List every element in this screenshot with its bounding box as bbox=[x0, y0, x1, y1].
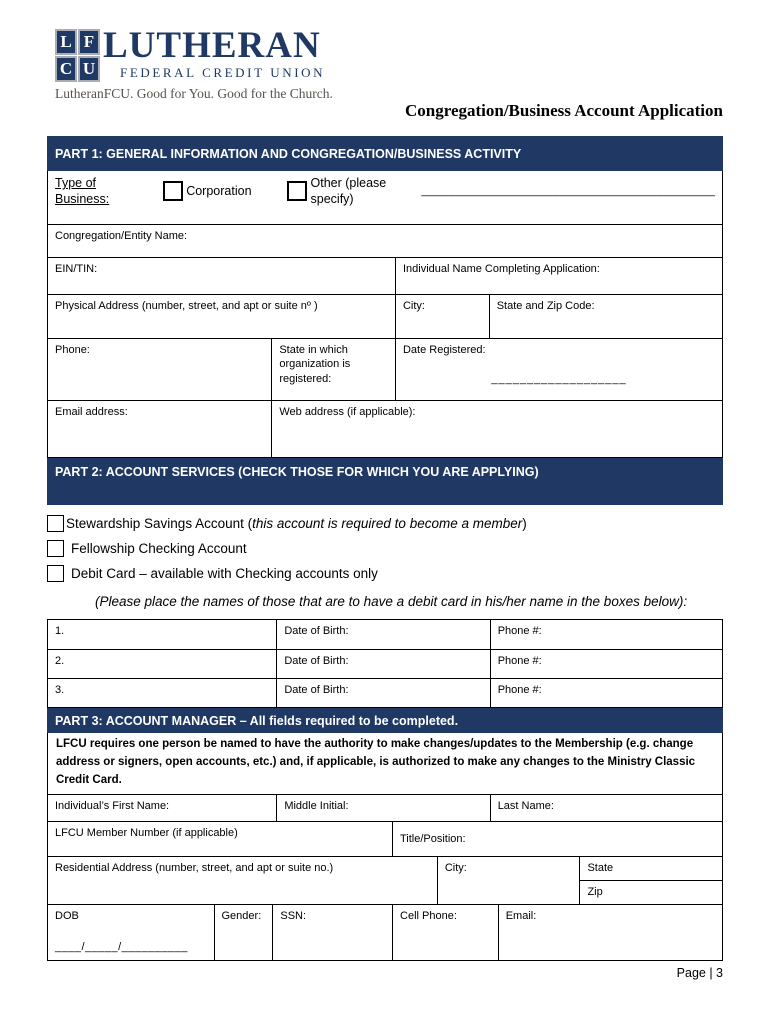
ein-field[interactable]: EIN/TIN: bbox=[55, 263, 98, 275]
corporation-checkbox[interactable] bbox=[163, 181, 183, 201]
requirement-text: LFCU requires one person be named to have the authority to make changes/updates to the Membership (e.g. change address or signers, open accounts, etc.) and, if applicable, is authorized to make any changes to the Ministry Classic Credit Card. bbox=[56, 738, 696, 786]
debit-row-3 bbox=[48, 678, 722, 707]
web-address-field[interactable]: Web address (if applicable): bbox=[271, 401, 722, 457]
lfcu-logo-squares bbox=[55, 29, 100, 82]
debit-row-2 bbox=[48, 649, 722, 678]
requirement-row bbox=[48, 733, 722, 794]
ssn-field[interactable]: SSN: bbox=[272, 905, 392, 960]
fellowship-checking-option bbox=[47, 540, 723, 557]
logo-letter-c: C bbox=[55, 56, 77, 82]
debit3-name-field[interactable]: 3. bbox=[55, 684, 65, 696]
other-specify-blank[interactable]: ________________________________________________ bbox=[421, 185, 715, 198]
last-name-field[interactable]: Last Name: bbox=[490, 795, 722, 821]
logo-subtitle: FEDERAL CREDIT UNION bbox=[120, 65, 326, 80]
residential-address-field[interactable]: Residential Address (number, street, and apt or suite no.) bbox=[55, 862, 334, 875]
debit1-phone-field[interactable]: Phone #: bbox=[490, 620, 722, 649]
manager-zip-field[interactable]: Zip bbox=[580, 880, 722, 904]
other-label: Other (please specify) bbox=[310, 176, 387, 207]
debit2-dob-field[interactable]: Date of Birth: bbox=[276, 650, 489, 678]
phone-row bbox=[48, 338, 722, 400]
cell-phone-field[interactable]: Cell Phone: bbox=[392, 905, 498, 960]
part1-header-bar: PART 1: GENERAL INFORMATION AND CONGREGATION/BUSINESS ACTIVITY bbox=[47, 136, 723, 171]
type-of-business-row bbox=[48, 171, 722, 224]
logo-letter-l: L bbox=[55, 29, 77, 55]
debit1-dob-field[interactable]: Date of Birth: bbox=[276, 620, 489, 649]
part3-header-bar: PART 3: ACCOUNT MANAGER – All fields required to be completed. bbox=[47, 708, 723, 733]
manager-email-field[interactable]: Email: bbox=[498, 905, 722, 960]
logo-letter-f: F bbox=[78, 29, 100, 55]
debit-card-label: Debit Card – available with Checking accounts only bbox=[71, 566, 378, 581]
other-checkbox[interactable] bbox=[287, 181, 307, 201]
part3-table bbox=[47, 733, 723, 961]
state-zip-field[interactable]: State and Zip Code: bbox=[489, 295, 722, 338]
state-zip-stack bbox=[579, 857, 722, 904]
page-number: Page | 3 bbox=[676, 966, 723, 980]
part2-header-bar: PART 2: ACCOUNT SERVICES (CHECK THOSE FOR WHICH YOU ARE APPLYING) bbox=[47, 458, 723, 505]
debit-card-note: (Please place the names of those that are to have a debit card in his/her name in the boxes below): bbox=[95, 594, 688, 609]
dob-blank[interactable]: ____/_____/__________ bbox=[55, 940, 188, 953]
fellowship-checking-label: Fellowship Checking Account bbox=[71, 541, 247, 556]
stewardship-label-italic: this account is required to become a member bbox=[252, 516, 523, 531]
city-field[interactable]: City: bbox=[395, 295, 489, 338]
manager-state-field[interactable]: State bbox=[587, 862, 614, 875]
debit3-dob-field[interactable]: Date of Birth: bbox=[276, 679, 489, 707]
dob-label: DOB bbox=[55, 910, 79, 923]
account-services-options bbox=[47, 505, 723, 609]
manager-city-field[interactable]: City: bbox=[437, 857, 580, 904]
stewardship-label: Stewardship Savings Account ( bbox=[66, 516, 253, 531]
type-of-business-label: Type of Business: bbox=[55, 176, 110, 207]
email-row bbox=[48, 400, 722, 457]
member-number-row bbox=[48, 821, 722, 856]
application-form bbox=[47, 136, 723, 961]
residential-address-row bbox=[48, 856, 722, 904]
dob-row bbox=[48, 904, 722, 960]
gender-field[interactable]: Gender: bbox=[214, 905, 273, 960]
entity-name-field[interactable]: Congregation/Entity Name: bbox=[55, 230, 188, 242]
phone-field[interactable]: Phone: bbox=[55, 344, 90, 356]
debit3-phone-field[interactable]: Phone #: bbox=[490, 679, 722, 707]
type-of-business-cell[interactable] bbox=[48, 171, 722, 224]
logo-wordmark: LUTHERAN bbox=[103, 25, 321, 66]
debit2-name-field[interactable]: 2. bbox=[55, 655, 65, 667]
state-registered-field[interactable]: State in which organization is registered: bbox=[271, 339, 395, 400]
debit-card-option bbox=[47, 565, 723, 582]
logo-letter-u: U bbox=[78, 56, 100, 82]
dob-field[interactable] bbox=[48, 905, 214, 960]
debit-row-1 bbox=[48, 620, 722, 649]
corporation-label: Corporation bbox=[186, 184, 252, 199]
email-field[interactable]: Email address: bbox=[55, 406, 128, 418]
physical-address-field[interactable]: Physical Address (number, street, and apt or suite nº ) bbox=[55, 300, 318, 312]
debit-card-names-table bbox=[47, 619, 723, 708]
debit1-name-field[interactable]: 1. bbox=[55, 625, 65, 637]
lfcu-logo bbox=[55, 25, 333, 102]
stewardship-label-suffix: ) bbox=[522, 516, 527, 531]
date-registered-field[interactable] bbox=[395, 339, 722, 400]
title-position-field[interactable]: Title/Position: bbox=[392, 822, 722, 856]
stewardship-savings-option bbox=[47, 515, 723, 532]
first-name-field[interactable]: Individual’s First Name: bbox=[55, 800, 170, 813]
part1-table bbox=[47, 171, 723, 458]
manager-name-row bbox=[48, 794, 722, 821]
stewardship-savings-checkbox[interactable] bbox=[47, 515, 64, 532]
member-number-field[interactable]: LFCU Member Number (if applicable) bbox=[55, 827, 238, 840]
logo-tagline: LutheranFCU. Good for You. Good for the Church. bbox=[55, 86, 333, 101]
fellowship-checking-checkbox[interactable] bbox=[47, 540, 64, 557]
individual-name-field[interactable]: Individual Name Completing Application: bbox=[395, 258, 722, 294]
entity-name-row bbox=[48, 224, 722, 257]
ein-row bbox=[48, 257, 722, 294]
physical-address-row bbox=[48, 294, 722, 338]
debit-card-checkbox[interactable] bbox=[47, 565, 64, 582]
document-title: Congregation/Business Account Application bbox=[404, 101, 723, 120]
date-registered-label: Date Registered: bbox=[402, 344, 486, 356]
middle-initial-field[interactable]: Middle Initial: bbox=[276, 795, 489, 821]
date-registered-blank[interactable]: ___________________ bbox=[491, 373, 627, 386]
debit2-phone-field[interactable]: Phone #: bbox=[490, 650, 722, 678]
